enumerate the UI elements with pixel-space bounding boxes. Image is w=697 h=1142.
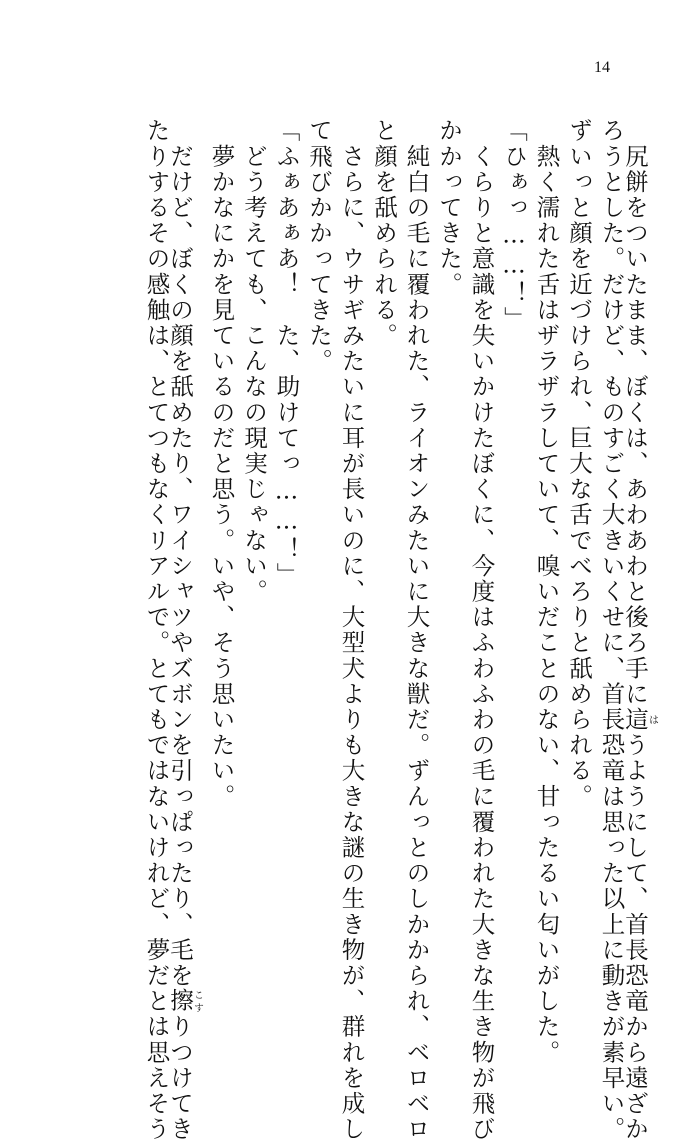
text-line: さらに、ウサギみたいに耳が長いのに、大型犬よりも大きな謎の生き物が、群れを成し [337, 118, 366, 1142]
text-line: 純白の毛に覆われた、ライオンみたいに大きな獣だ。ずんっとのしかかられ、ベロベロ [402, 118, 431, 1142]
text-line: かかってきた。 [435, 118, 463, 298]
text-line: 「ふぁあぁあ！ た、助けてっ……！」 [272, 118, 301, 588]
text-line: 夢かなにかを見ているのだと思う。いや、そう思いたい。 [207, 118, 236, 810]
page-number: 14 [594, 59, 610, 76]
text-line: ろうとした。だけど、ものすごく大きいくせに、首長恐竜は思った以上に動きが素早い。 [597, 118, 626, 1142]
text-line: 熱く濡れた舌はザラザラしていて、嗅いだことのない、甘ったるい匂いがした。 [532, 118, 561, 1066]
text-line: どう考えても、こんなの現実じゃない。 [240, 118, 268, 605]
furigana: 擦こす [166, 988, 203, 1015]
text-line: ずいっと顔を近づけられ、巨大な舌でべろりと舐められる。 [565, 118, 593, 810]
text-line: たりするその感触は、とてつもなくリアルで。とてもではないけれど、夢だとは思えそう [142, 118, 171, 1142]
text-line: と顔を舐められる。 [370, 118, 398, 349]
text-line: 尻餅をついたまま、ぼくは、あわあわと後ろ手に這はうようにして、首長恐竜から遠ざか [621, 118, 658, 1142]
text-line: だけど、ぼくの顔を舐めたり、ワイシャツやズボンを引っぱったり、毛を擦こすりつけてき [166, 118, 203, 1142]
furigana: 這は [621, 706, 658, 733]
vertical-text-body [142, 118, 658, 1142]
text-line: くらりと意識を失いかけたぼくに、今度はふわふわの毛に覆われた大きな生き物が飛び [467, 118, 496, 1142]
text-line: 「ひぁっ……！」 [500, 118, 528, 332]
text-line: て飛びかかってきた。 [305, 118, 333, 374]
